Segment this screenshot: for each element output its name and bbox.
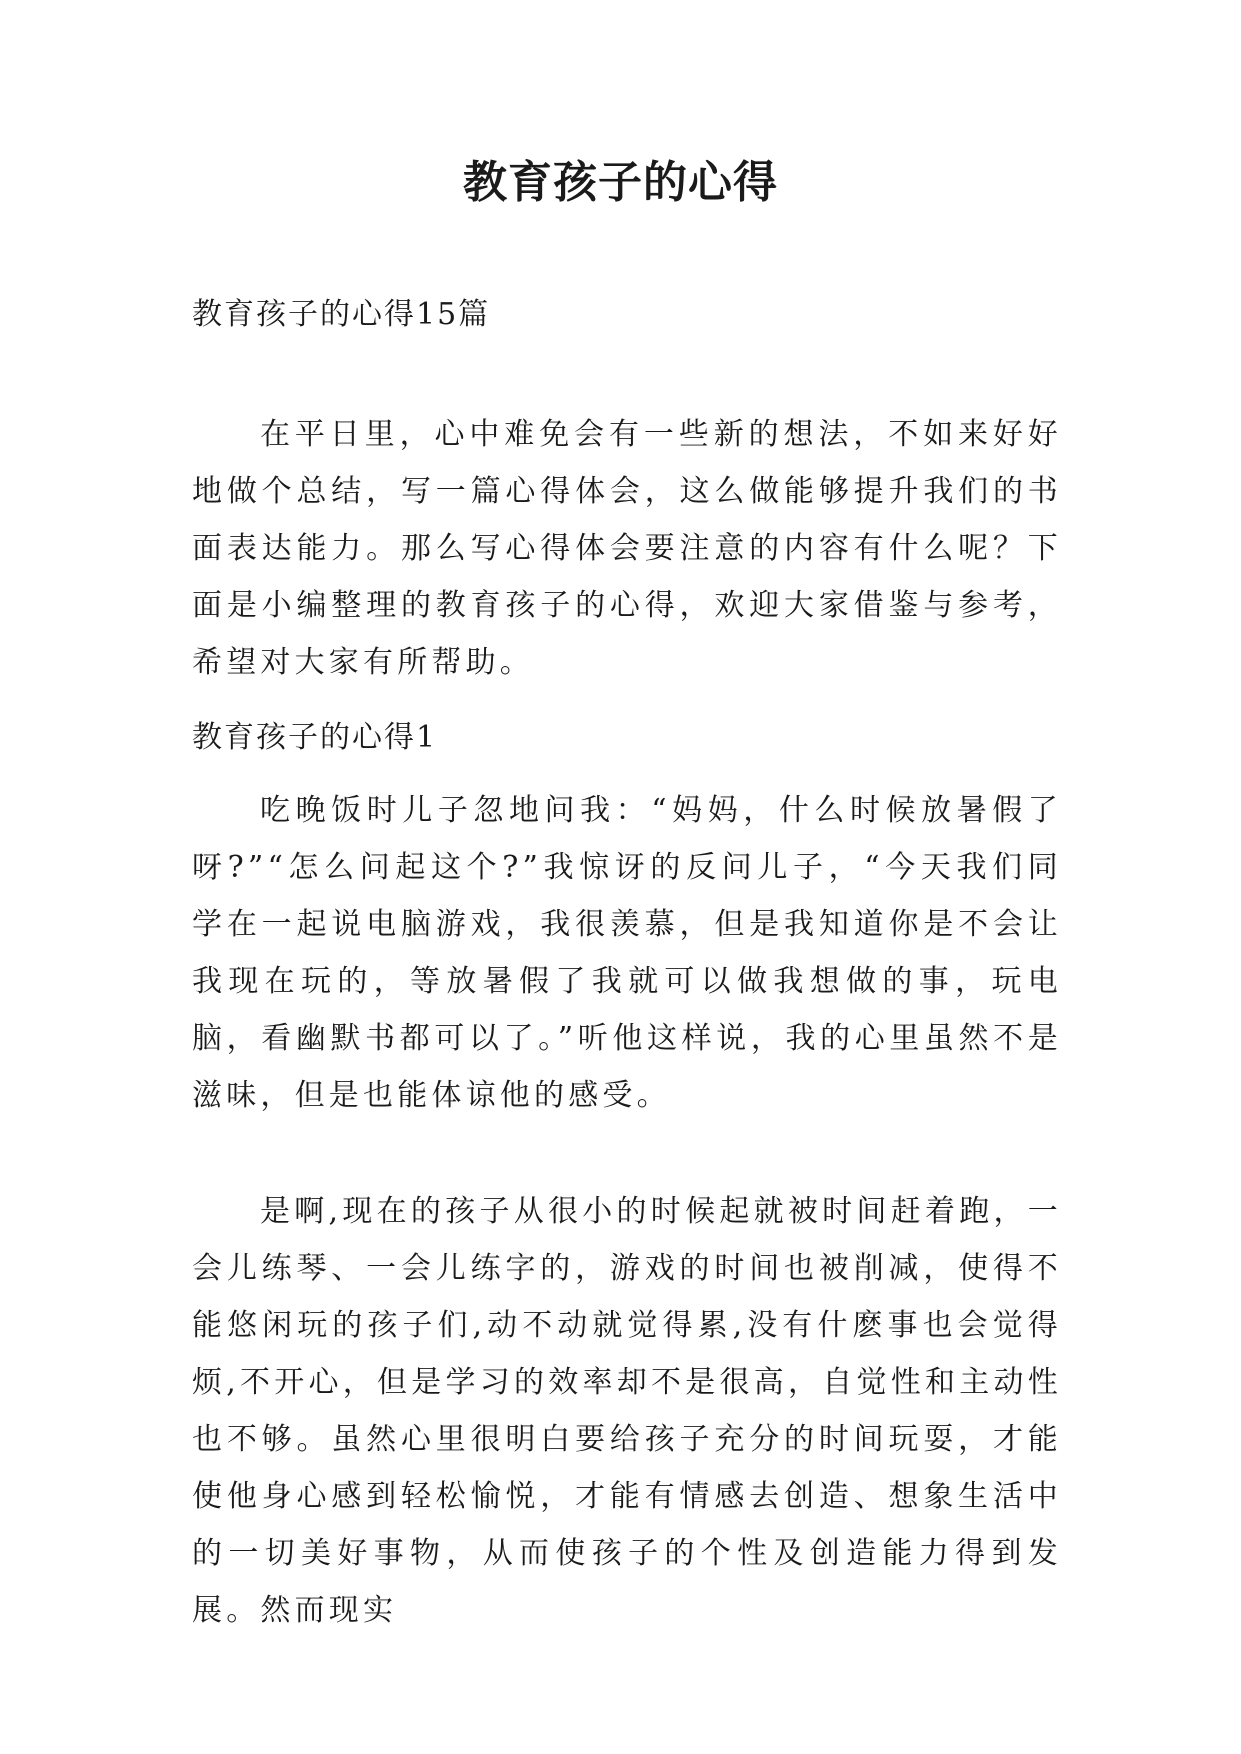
intro-paragraph: 在平日里，心中难免会有一些新的想法，不如来好好地做个总结，写一篇心得体会，这么做能够提升我们的书面表达能力。那么写心得体会要注意的内容有什么呢？下面是小编整理的教育孩子的心得，欢迎大家借鉴与参考，希望对大家有所帮助。 xyxy=(192,417,1062,680)
document-title: 教育孩子的心得 xyxy=(463,157,778,208)
document-subtitle: 教育孩子的心得15篇 xyxy=(192,297,491,332)
body-paragraph: 吃晚饭时儿子忽地问我：“妈妈，什么时候放暑假了呀?”“怎么问起这个?”我惊讶的反问儿子，“今天我们同学在一起说电脑游戏，我很羡慕，但是我知道你是不会让我现在玩的，等放暑假了我就可以做我想做的事，玩电脑，看幽默书都可以了。”听他这样说，我的心里虽然不是滋味，但是也能体谅他的感受。 xyxy=(192,793,1062,1113)
section-heading: 教育孩子的心得1 xyxy=(192,720,438,755)
body-paragraph: 是啊,现在的孩子从很小的时候起就被时间赶着跑，一会儿练琴、一会儿练字的，游戏的时间也被削减，使得不能悠闲玩的孩子们,动不动就觉得累,没有什麽事也会觉得烦,不开心，但是学习的效率却不是很高，自觉性和主动性也不够。虽然心里很明白要给孩子充分的时间玩耍，才能使他身心感到轻松愉悦，才能有情感去创造、想象生活中的一切美好事物，从而使孩子的个性及创造能力得到发展。然而现实 xyxy=(192,1194,1062,1628)
